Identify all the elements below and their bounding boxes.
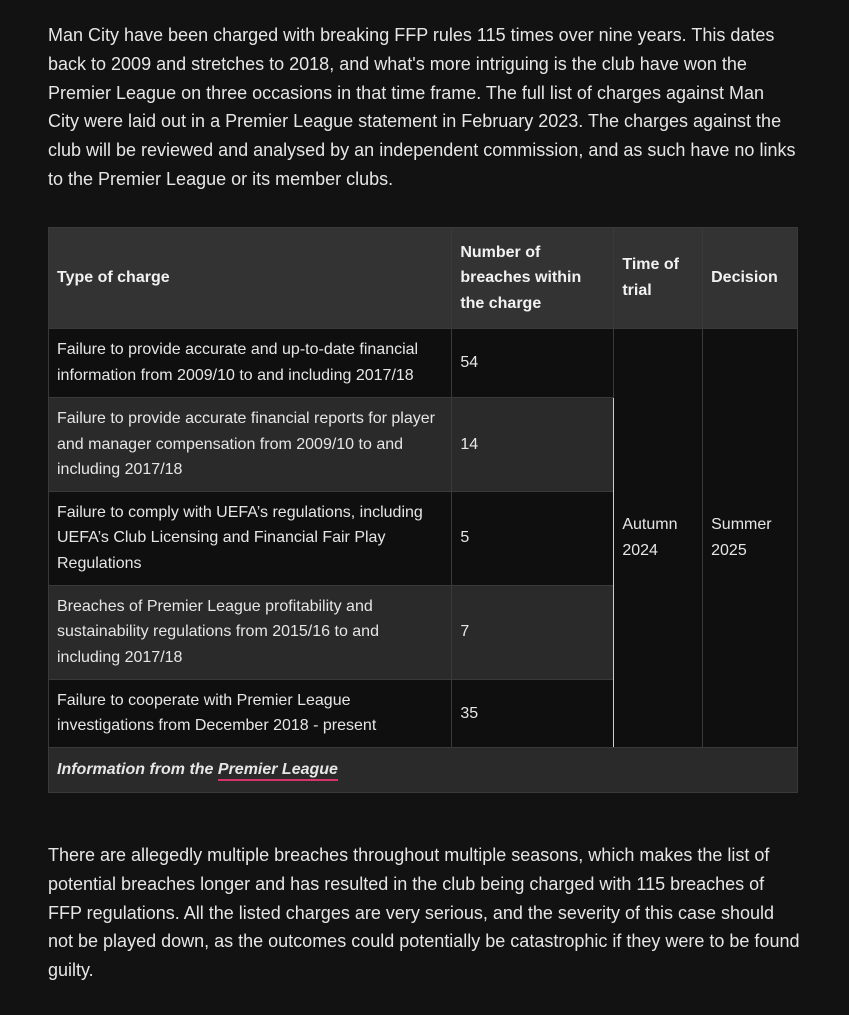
time-of-trial-cell: Autumn 2024 bbox=[614, 329, 703, 748]
charge-cell: Failure to cooperate with Premier League investigations from December 2018 - present bbox=[49, 679, 452, 747]
charge-cell: Failure to provide accurate financial reports for player and manager compensation from 2009/10 to and including 2017/18 bbox=[49, 398, 452, 492]
breach-count-cell: 35 bbox=[452, 679, 614, 747]
table-header-row bbox=[49, 228, 798, 329]
charges-table bbox=[48, 227, 798, 793]
breach-count-cell: 14 bbox=[452, 398, 614, 492]
table-row bbox=[49, 329, 798, 398]
breach-count-cell: 54 bbox=[452, 329, 614, 398]
decision-cell: Summer 2025 bbox=[703, 329, 798, 748]
breach-count-cell: 5 bbox=[452, 491, 614, 585]
table-source-cell bbox=[49, 747, 798, 792]
intro-paragraph: Man City have been charged with breaking FFP rules 115 times over nine years. This dates back to 2009 and stretches to 2018, and what's more intriguing is the club have won the Premier League on three occasions in that time frame. The full list of charges against Man City were laid out in a Premier League statement in February 2023. The charges against the club will be reviewed and analysed by an independent commission, and as such have no links to the Premier League or its member clubs. bbox=[48, 25, 796, 189]
header-number-of-breaches: Number of breaches within the charge bbox=[452, 228, 614, 329]
premier-league-link[interactable]: Premier League bbox=[218, 761, 338, 781]
header-decision: Decision bbox=[703, 228, 798, 329]
breach-count-cell: 7 bbox=[452, 585, 614, 679]
source-prefix: Information from the bbox=[57, 760, 214, 778]
outro-paragraph: There are allegedly multiple breaches throughout multiple seasons, which makes the list of potential breaches longer and has resulted in the club being charged with 115 breaches of FFP regulations. All the listed charges are very serious, and the severity of this case should not be played down, as the outcomes could potentially be catastrophic if they were to be found guilty. bbox=[48, 845, 800, 981]
charge-cell: Breaches of Premier League profitability and sustainability regulations from 2015/16 to and including 2017/18 bbox=[49, 585, 452, 679]
charge-cell: Failure to comply with UEFA’s regulations, including UEFA’s Club Licensing and Financial Fair Play Regulations bbox=[49, 491, 452, 585]
charge-cell: Failure to provide accurate and up-to-date financial information from 2009/10 to and including 2017/18 bbox=[49, 329, 452, 398]
header-type-of-charge: Type of charge bbox=[49, 228, 452, 329]
header-time-of-trial: Time of trial bbox=[614, 228, 703, 329]
table-source-row bbox=[49, 747, 798, 792]
